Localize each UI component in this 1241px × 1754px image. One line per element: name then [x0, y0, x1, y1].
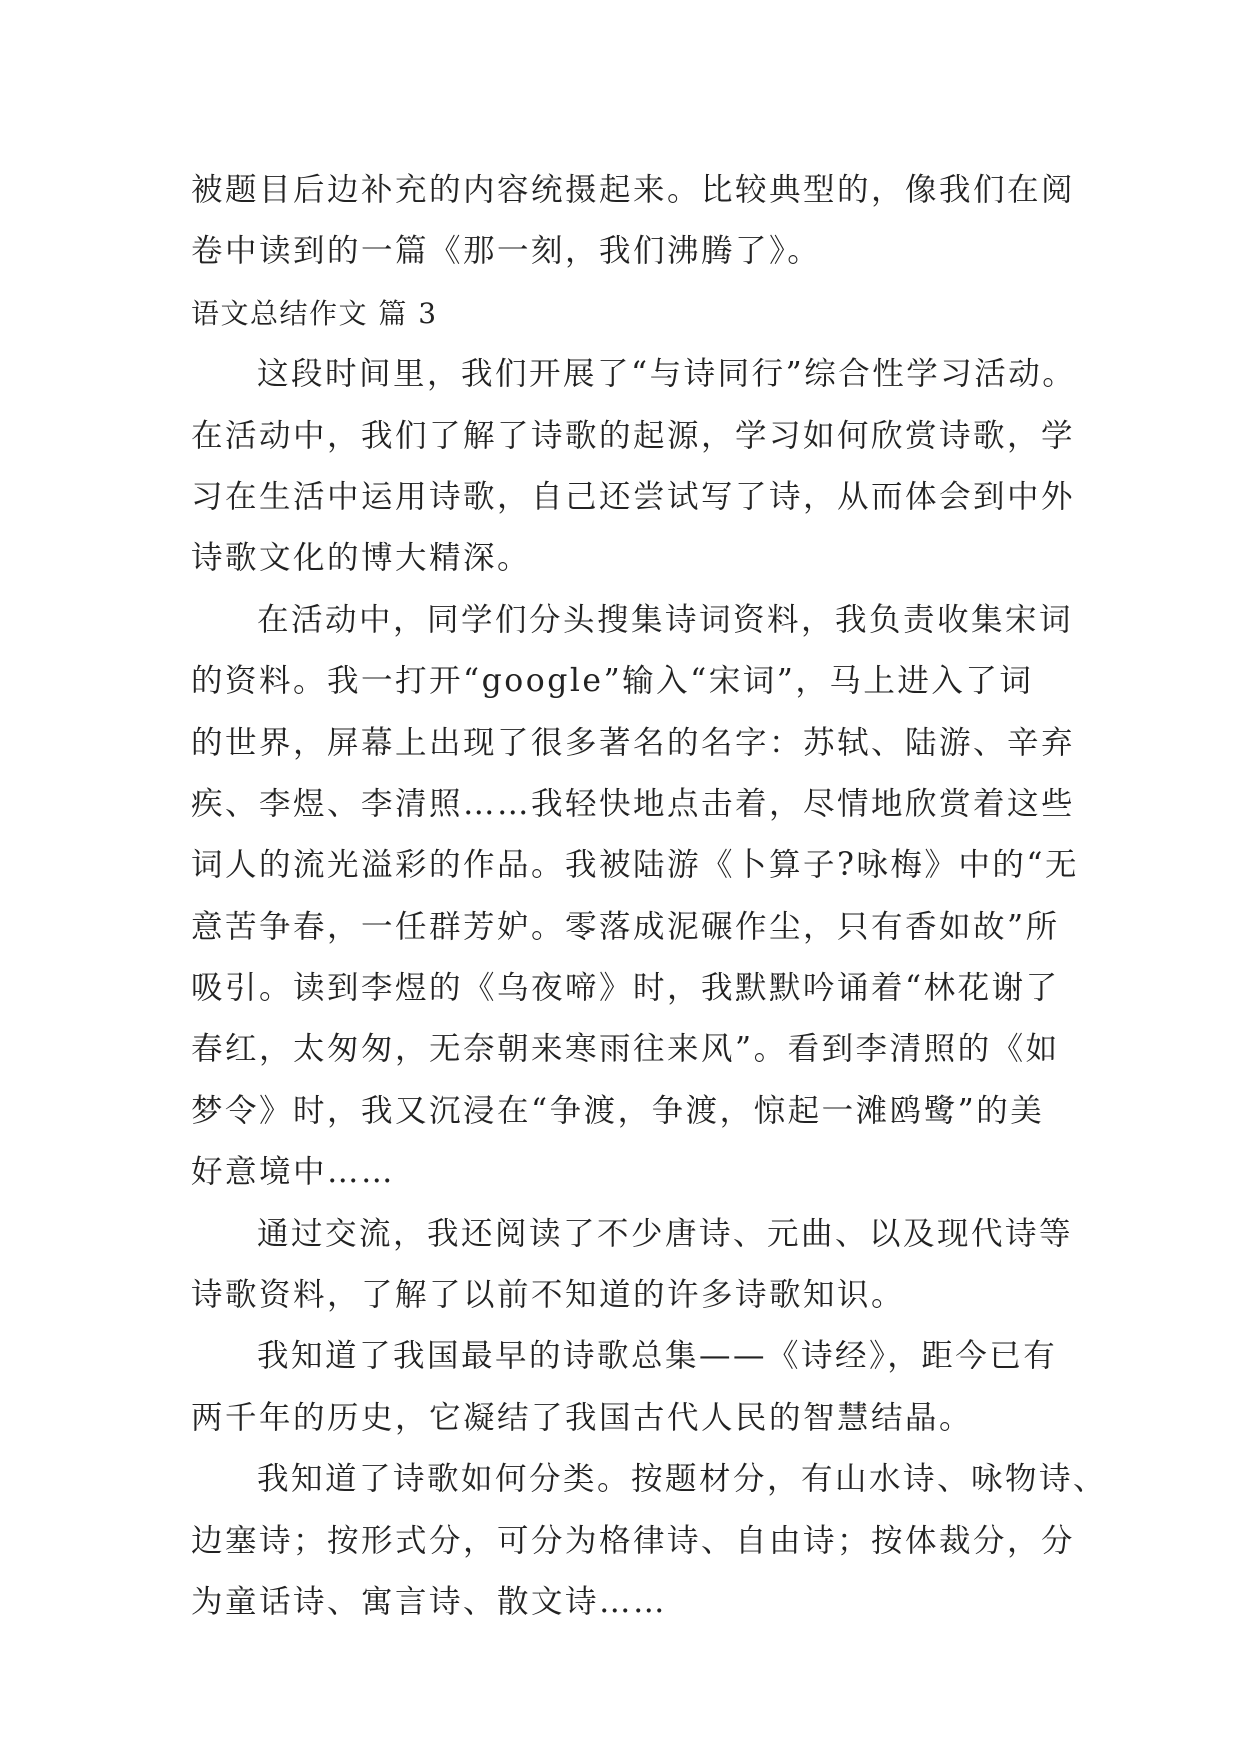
text-line: 习在生活中运用诗歌，自己还尝试写了诗，从而体会到中外 [191, 478, 1076, 515]
text-line: 疾、李煜、李清照……我轻快地点击着，尽情地欣赏着这些 [191, 785, 1076, 822]
text-line: 我知道了我国最早的诗歌总集——《诗经》，距今已有 [257, 1338, 1058, 1375]
section-heading: 语文总结作文 篇 3 [191, 296, 438, 330]
text-line: 被题目后边补充的内容统摄起来。比较典型的，像我们在阅 [191, 172, 1076, 208]
text-line: 的资料。我一打开“google”输入“宋词”，马上进入了词 [191, 663, 1034, 700]
text-line: 我知道了诗歌如何分类。按题材分，有山水诗、咏物诗、 [257, 1461, 1108, 1498]
text-line: 的世界，屏幕上出现了很多著名的名字：苏轼、陆游、辛弃 [191, 724, 1076, 761]
text-line: 为童话诗、寓言诗、散文诗…… [191, 1583, 668, 1620]
text-line: 诗歌文化的博大精深。 [191, 540, 532, 577]
text-line: 吸引。读到李煜的《乌夜啼》时，我默默吟诵着“林花谢了 [191, 970, 1060, 1007]
text-line: 春红，太匆匆，无奈朝来寒雨往来风”。看到李清照的《如 [191, 1031, 1060, 1068]
text-line: 边塞诗；按形式分，可分为格律诗、自由诗；按体裁分，分 [191, 1522, 1076, 1559]
text-line: 在活动中，同学们分头搜集诗词资料，我负责收集宋词 [257, 601, 1074, 638]
text-line: 诗歌资料，了解了以前不知道的许多诗歌知识。 [191, 1277, 906, 1314]
text-line: 意苦争春，一任群芳妒。零落成泥碾作尘，只有香如故”所 [191, 908, 1060, 945]
text-line: 两千年的历史，它凝结了我国古代人民的智慧结晶。 [191, 1399, 974, 1436]
text-line: 在活动中，我们了解了诗歌的起源，学习如何欣赏诗歌，学 [191, 417, 1076, 454]
document-body [191, 160, 1108, 1633]
text-line: 卷中读到的一篇《那一刻，我们沸腾了》。 [191, 233, 822, 270]
text-line: 这段时间里，我们开展了“与诗同行”综合性学习活动。 [257, 356, 1077, 393]
text-line: 词人的流光溢彩的作品。我被陆游《卜算子?咏梅》中的“无 [191, 847, 1079, 884]
text-line: 好意境中…… [191, 1154, 396, 1191]
text-line: 通过交流，我还阅读了不少唐诗、元曲、以及现代诗等 [257, 1215, 1074, 1252]
text-line: 梦令》时，我又沉浸在“争渡，争渡，惊起一滩鸥鹭”的美 [191, 1092, 1045, 1129]
